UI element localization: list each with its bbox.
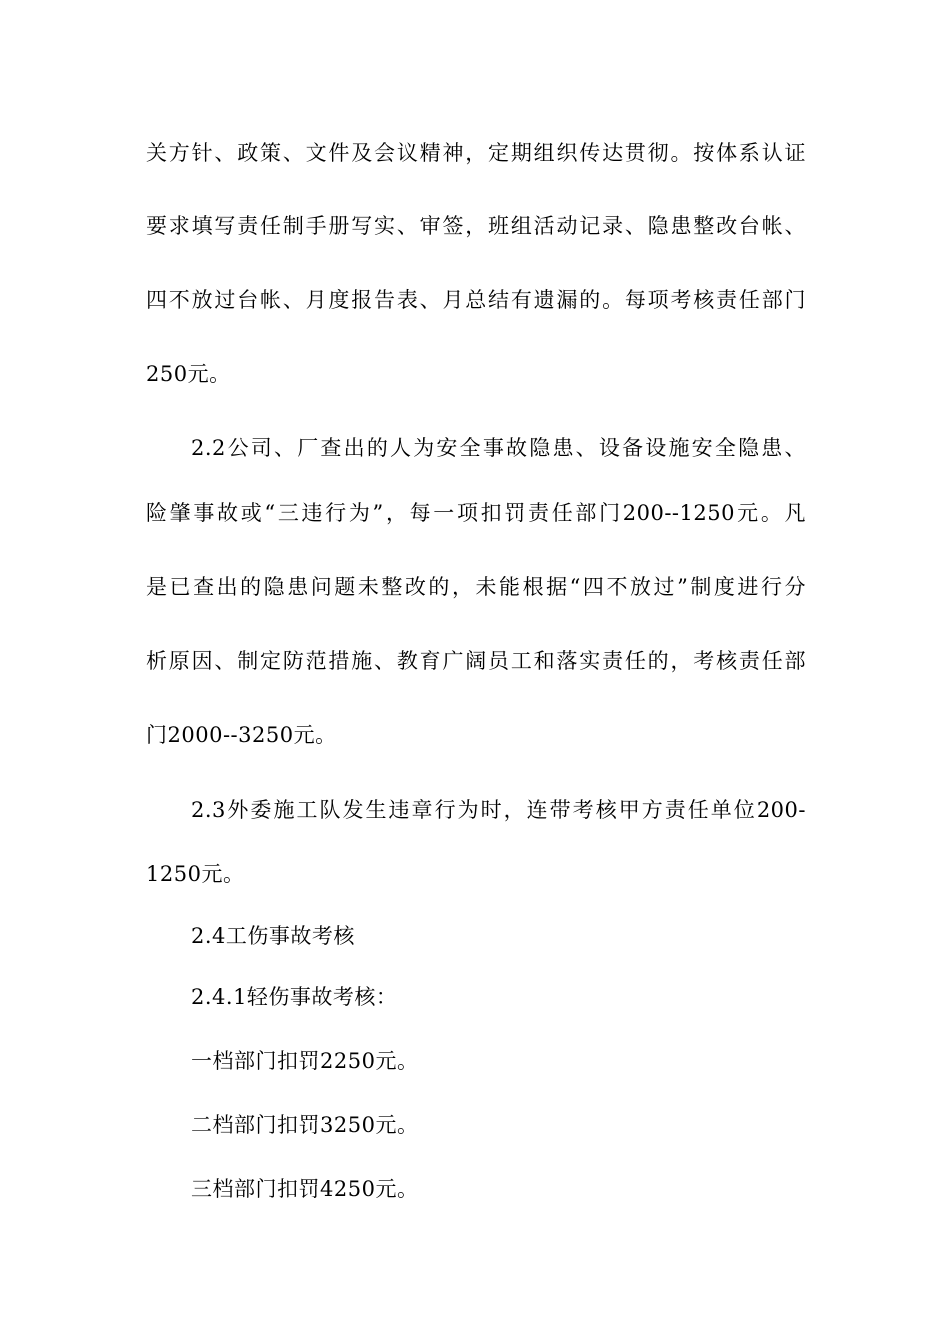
section-heading-2-4: 2.4工伤事故考核 (191, 924, 355, 948)
text-line-1: 关方针、政策、文件及会议精神，定期组织传达贯彻。按体系认证 (146, 141, 806, 165)
text-line-4: 250元。 (146, 362, 231, 386)
paragraph-2-3-line-2: 1250元。 (146, 862, 245, 886)
paragraph-2-3-line-1: 2.3外委施工队发生违章行为时，连带考核甲方责任单位200- (191, 798, 806, 822)
paragraph-2-2-line-2: 险肇事故或“三违行为”，每一项扣罚责任部门200--1250元。凡 (146, 501, 806, 525)
tier-1-penalty: 一档部门扣罚2250元。 (191, 1049, 419, 1073)
paragraph-2-2-line-4: 析原因、制定防范措施、教育广阔员工和落实责任的，考核责任部 (146, 649, 806, 673)
tier-3-penalty: 三档部门扣罚4250元。 (191, 1177, 419, 1201)
paragraph-2-2-line-1: 2.2公司、厂查出的人为安全事故隐患、设备设施安全隐患、 (191, 436, 806, 460)
tier-2-penalty: 二档部门扣罚3250元。 (191, 1113, 419, 1137)
subsection-heading-2-4-1: 2.4.1轻伤事故考核： (191, 985, 398, 1009)
paragraph-2-2-line-5: 门2000--3250元。 (146, 723, 337, 747)
text-line-3: 四不放过台帐、月度报告表、月总结有遗漏的。每项考核责任部门 (146, 288, 806, 312)
text-line-2: 要求填写责任制手册写实、审签，班组活动记录、隐患整改台帐、 (146, 214, 806, 238)
paragraph-2-2-line-3: 是已查出的隐患问题未整改的，未能根据“四不放过”制度进行分 (146, 575, 806, 599)
